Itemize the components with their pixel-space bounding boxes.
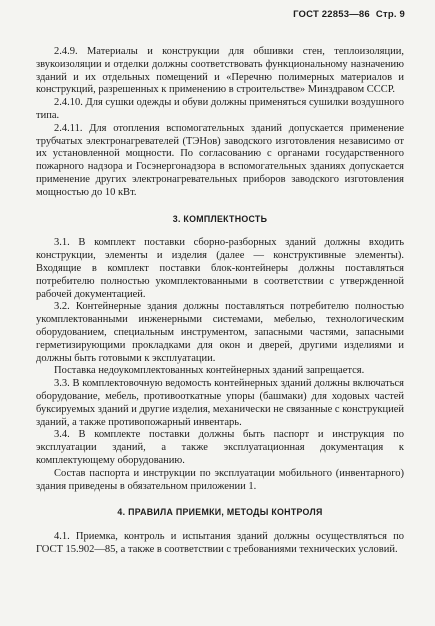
paragraph-2-4-10: 2.4.10. Для сушки одежды и обуви должны применяться сушилки воздушного типа. xyxy=(36,97,404,121)
paragraph-2-4-9: 2.4.9. Материалы и конструкции для обшивки стен, теплоизоляции, звукоизоляции и отделки должны соответствовать функциональному назначению зданий и их отдельных помещений и «Перечню полимерных материалов и конструкций, разрешенных к применению в строительстве» Минздравом СССР. xyxy=(36,46,404,96)
paragraph-3-2: 3.2. Контейнерные здания должны поставляться потребителю полностью укомплектованными инженерными системами, мебелью, технологическим оборудованием, специальным инструментом, запасными частями, запасными герметизирующими прокладками для окон и дверей, другими изделиями и должны быть готовыми к эксплуатации. xyxy=(36,301,404,364)
page-number: Стр. 9 xyxy=(375,9,405,20)
document-body xyxy=(36,46,404,557)
standard-number: ГОСТ 22853—86 xyxy=(293,9,370,20)
paragraph-3-2-note: Поставка недоукомплектованных контейнерных зданий запрещается. xyxy=(54,365,365,377)
paragraph-3-4: 3.4. В комплекте поставки должны быть паспорт и инструкция по эксплуатации зданий, а также эксплуатационная документация к комплектующему оборудованию. xyxy=(36,429,404,466)
paragraph-3-4-note: Состав паспорта и инструкции по эксплуатации мобильного (инвентарного) здания приведены в обязательном приложении 1. xyxy=(36,467,404,492)
paragraph-2-4-11: 2.4.11. Для отопления вспомогательных зданий допускается применение трубчатых электронагревателей (ТЭНов) заводского изготовления независимо от их установленной мощности. По согласованию с органами государственного пожарного надзора и Госэнергонадзора в вспомогательных зданиях допускается применение других электронагревательных приборов заводского изготовления мощностью до 10 кВт. xyxy=(36,122,404,198)
paragraph-3-1: 3.1. В комплект поставки сборно-разборных зданий должны входить конструкции, элементы и изделия (далее — конструктивные элементы). Входящие в комплект поставки блок-контейнеры должны поставляться потребителю полностью укомплектованными в соответствии с утвержденной рабочей документацией. xyxy=(36,237,404,300)
section-4-heading: 4. ПРАВИЛА ПРИЕМКИ, МЕТОДЫ КОНТРОЛЯ xyxy=(117,507,323,518)
section-3-heading: 3. КОМПЛЕКТНОСТЬ xyxy=(172,213,268,224)
paragraph-4-1: 4.1. Приемка, контроль и испытания зданий должны осуществляться по ГОСТ 15.902—85, а также в соответствии с требованиями технических условий. xyxy=(36,531,404,555)
paragraph-3-3: 3.3. В комплектовочную ведомость контейнерных зданий должны включаться оборудование, мебель, противооткатные упоры (башмаки) для ходовых частей буксируемых зданий и другие изделия, механически не связанные с конструкцией зданий, а также противопожарный инвентарь. xyxy=(36,378,404,428)
page-header xyxy=(293,9,405,20)
